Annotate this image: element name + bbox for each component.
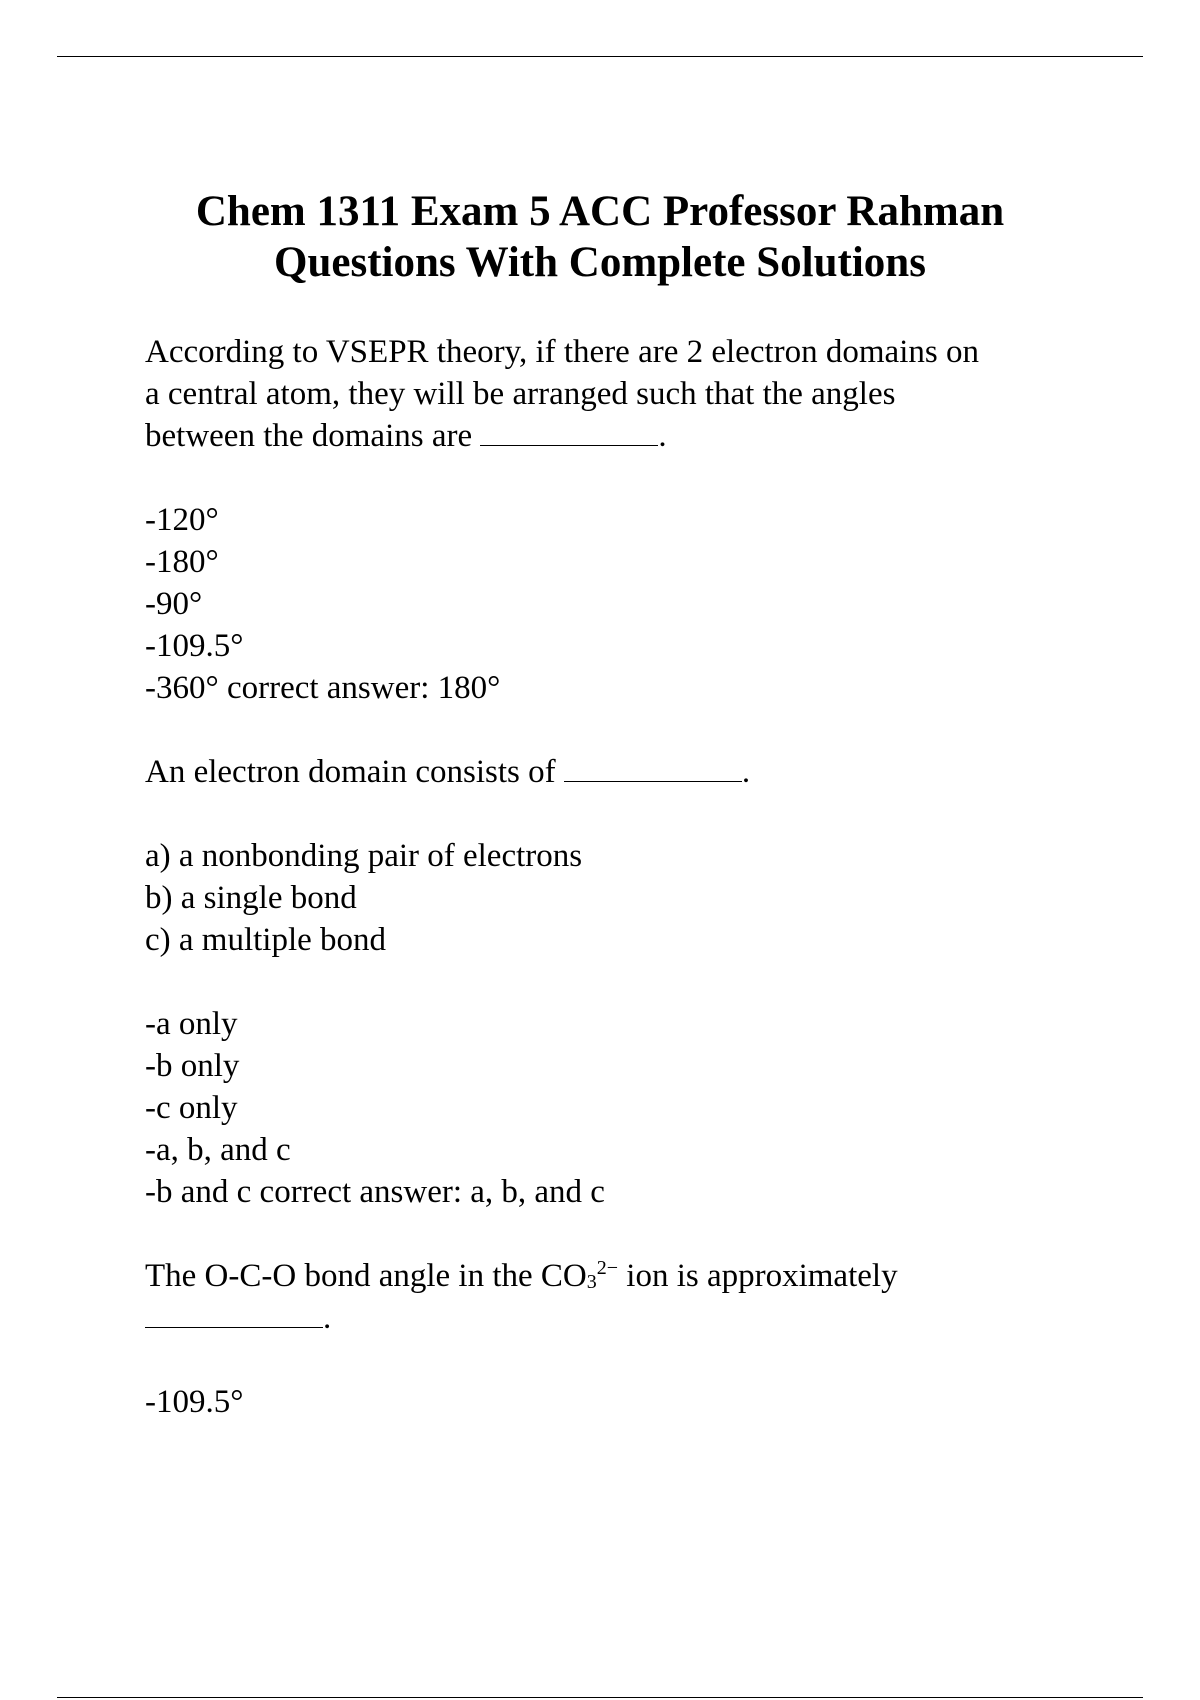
question-1-option: -109.5°: [145, 628, 244, 664]
question-2-statement: b) a single bond: [145, 880, 357, 916]
question-3-option: -109.5°: [145, 1384, 244, 1420]
title-line-1: Chem 1311 Exam 5 ACC Professor Rahman: [195, 188, 1005, 235]
question-1: [145, 331, 1105, 709]
title-line-2: Questions With Complete Solutions: [274, 239, 926, 286]
question-2-option: -b only: [145, 1048, 240, 1084]
question-2-statement: c) a multiple bond: [145, 922, 387, 958]
question-1-correct-answer: correct answer: 180°: [218, 670, 501, 706]
superscript: 2−: [596, 1257, 619, 1279]
question-1-option: -360° correct answer: 180°: [145, 670, 501, 706]
document-body: [145, 331, 1105, 1423]
question-3-prompt-blank: .: [145, 1297, 1105, 1339]
question-2-correct-answer: correct answer: a, b, and c: [251, 1174, 605, 1210]
page-title: [0, 186, 1200, 288]
question-1-prompt-line: a central atom, they will be arranged such that the angles: [145, 376, 896, 412]
answer-blank: [564, 753, 742, 782]
question-2-option: -c only: [145, 1090, 238, 1126]
question-2-option: -b and c correct answer: a, b, and c: [145, 1174, 605, 1210]
question-2: [145, 751, 1105, 1213]
question-1-prompt-line: According to VSEPR theory, if there are 2 electron domains on: [145, 334, 979, 370]
question-1-prompt-line: between the domains are .: [145, 418, 667, 454]
question-3-prompt: The O-C-O bond angle in the $CO3^{2-}$ ion is approximately: [145, 1257, 898, 1294]
question-2-option: -a, b, and c: [145, 1132, 291, 1168]
bottom-rule: [57, 1697, 1143, 1698]
question-2-prompt: An electron domain consists of .: [145, 754, 751, 790]
answer-blank: [145, 1299, 323, 1328]
question-2-option: -a only: [145, 1006, 238, 1042]
question-1-option: -120°: [145, 502, 219, 538]
question-3: [145, 1255, 1105, 1423]
subscript: 3: [586, 1271, 597, 1293]
question-2-statement: a) a nonbonding pair of electrons: [145, 838, 583, 874]
question-1-option: -90°: [145, 586, 203, 622]
question-1-option: -180°: [145, 544, 219, 580]
answer-blank: [480, 417, 658, 446]
top-rule: [57, 56, 1143, 57]
